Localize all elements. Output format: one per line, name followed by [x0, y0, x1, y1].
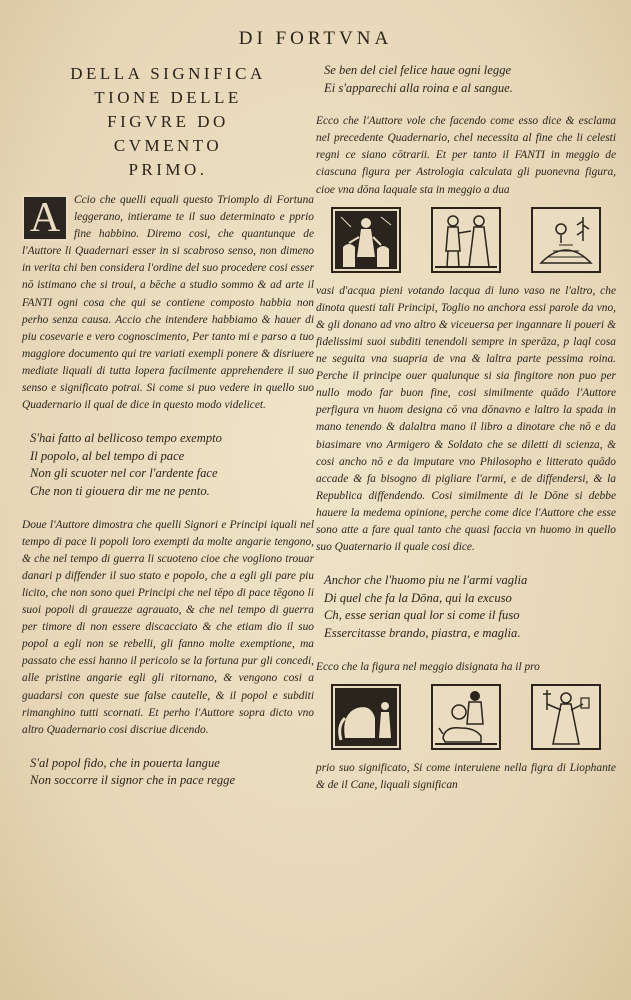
running-head: DI FORTVNA — [238, 28, 393, 49]
right-column — [316, 62, 616, 794]
woodcut-dog-and-man-icon — [431, 684, 501, 750]
woodcut-elephant-icon — [331, 684, 401, 750]
verse-line: Ei s'apparechi alla roina e al sangue. — [324, 80, 513, 95]
verse-line: Il popolo, al bel tempo di pace — [30, 448, 185, 463]
verse-line: Essercitasse brando, piastra, e maglia. — [324, 625, 521, 640]
paragraph: vasi d'acqua pieni votando lacqua di luno vaso ne l'altro, che dinota questi tali Principi, Toglio no anchora essi parole da vno, & gli donano ad vno altro & viceuersa per ingannare li poueri & fidelissimi suoi subditi tenendoli sempre in sperāza, p laql cosa ne seguita vna suapria de vna & laltra parte pessima roina. Perche il principe ouer qualunque si sia fingitore non puo per nullo modo far buon fine, cosi similmente quādo l'Auttore perfigura vn huom designa cō vna dōnavno e laltro la spada in mano tenendo & dalaltra mano il libro a dinotare che nō e da biasimare vno Armigero & Soldato che se diletti di scienza, & cosi ancho nō e da imputare vno Philosopho e litterato quādo accade & fa bisogno di pigliare l'armi, e de diffendersi, & la Republica diffendendo. Cosi similmente di le Dōne si debbe hauere la medema opinione, perche come dice l'Auttore che esse sono atte a fare qual tanto che quasi faccia vn huomo in quello suo Quaternario il quale cosi dice. — [316, 284, 616, 554]
heading-line: CVMENTO — [113, 136, 223, 155]
verse-line: Di quel che fa la Dōna, qui la excuso — [324, 590, 512, 605]
verse-line: Se ben del ciel felice haue ogni legge — [324, 63, 512, 77]
woodcut-row-bottom — [316, 684, 616, 750]
woodcut-row-top — [316, 207, 616, 273]
verse-line: Anchor che l'huomo piu ne l'armi vaglia — [324, 573, 528, 588]
woodcut-man-and-woman-icon — [431, 207, 501, 273]
paragraph: Ccio che quelli equali questo Triomplo di Fortuna leggerano, intierame te il suo determinato e pprio fine habbino. Diremo cosi, che quantunque de l'Auttore li Quadernari esser in si scabroso senso, non dimeno in verita chi ben considera l'ordine del suo procedere cosi esser nō istimano che si troui, a bēche a studio sommo & ad arte il FANTI ogni cosa che qui se contiene composto habbia non perho senza causa. Accio che intendere habbiamo & hauer di piu cosevarie e vero cognoscimento, Per tanto mi e parso a tuo maggiore documento qui tre variati exempli ponere & disriuere mediate liquali di tutta lopera facilmente apprehendere il suo senso e significato potrai. Si come si puo vedere in quello suo Quadernario il qual de dice in questo modo videlicet. — [22, 194, 314, 412]
paragraph: Doue l'Auttore dimostra che quelli Signori e Principi iquali nel tempo di pace li popoli loro exempti da molte angarie tengono, & che nel tempo di guerra li scuoteno cioe che vogliono trouar danari p diffender il suo stato e popolo, che a egli gli pare piu licito, che non sono quei Principi che nel tēpo di pace tēgono li suoi popoli di grauezze agrauato, & che nel tempo di guerra per timore di non essere discacciato & che etiam dio il suo popol a egli non se rebelli, gli fanno molte exemptione, ma passato che essi hanno il pericolo se la fortuna pur gli concedi, alle pristine angarie egli gli ritornano, & vengono cosi a guadarsi con queste sue false cautelle, & il popol e subditi rimanghino tutti scornati. Et perho l'Auttore sopra dicto vno altro Quadernario cosi discriue dicendo. — [22, 518, 314, 736]
verse-line: S'al popol fido, che in pouerta langue — [30, 755, 220, 770]
decorated-initial: A — [22, 195, 68, 241]
woodcut-woman-with-vases-icon — [331, 207, 401, 273]
verse-line: Non gli scuoter nel cor l'ardente face — [30, 466, 218, 481]
heading-line: TIONE DELLE — [94, 88, 242, 107]
quatrain — [22, 430, 314, 500]
woodcut-woman-with-sword-icon — [531, 684, 601, 750]
heading-line: PRIMO. — [128, 160, 208, 179]
paragraph: Ecco che l'Auttore vole che facendo come esso dice & esclama nel precedente Quadernario, chel necessita al fine che li celesti regni ce siano cōtrarii. Et per tanto il FANTI in meggio de ciascuna figura per Astrologia calculata gli puonevna figura, cioe vna dōna laquale sta in meggio a dua — [316, 115, 616, 196]
heading-line: DELLA SIGNIFICA — [70, 64, 266, 83]
chapter-heading — [22, 62, 314, 182]
quatrain — [316, 572, 616, 642]
woodcut-zodiac-figure-icon — [531, 207, 601, 273]
verse-line: S'hai fatto al bellicoso tempo exempto — [30, 431, 222, 446]
heading-line: FIGVRE DO — [107, 112, 229, 131]
left-column — [22, 62, 314, 790]
paragraph: prio suo significato, Si come interuiene nella figra di Liophante & de il Cane, liquali significan — [316, 761, 616, 791]
quatrain — [22, 755, 314, 790]
verse-line: Non soccorre il signor che in pace regge — [30, 773, 236, 788]
quatrain-end — [316, 62, 616, 97]
paragraph: Ecco che la figura nel meggio disignata ha il pro — [316, 660, 540, 673]
verse-line: Che non ti giouera dir me ne pento. — [30, 484, 210, 498]
verse-line: Ch, esse serian qual lor si come il fuso — [324, 608, 520, 623]
